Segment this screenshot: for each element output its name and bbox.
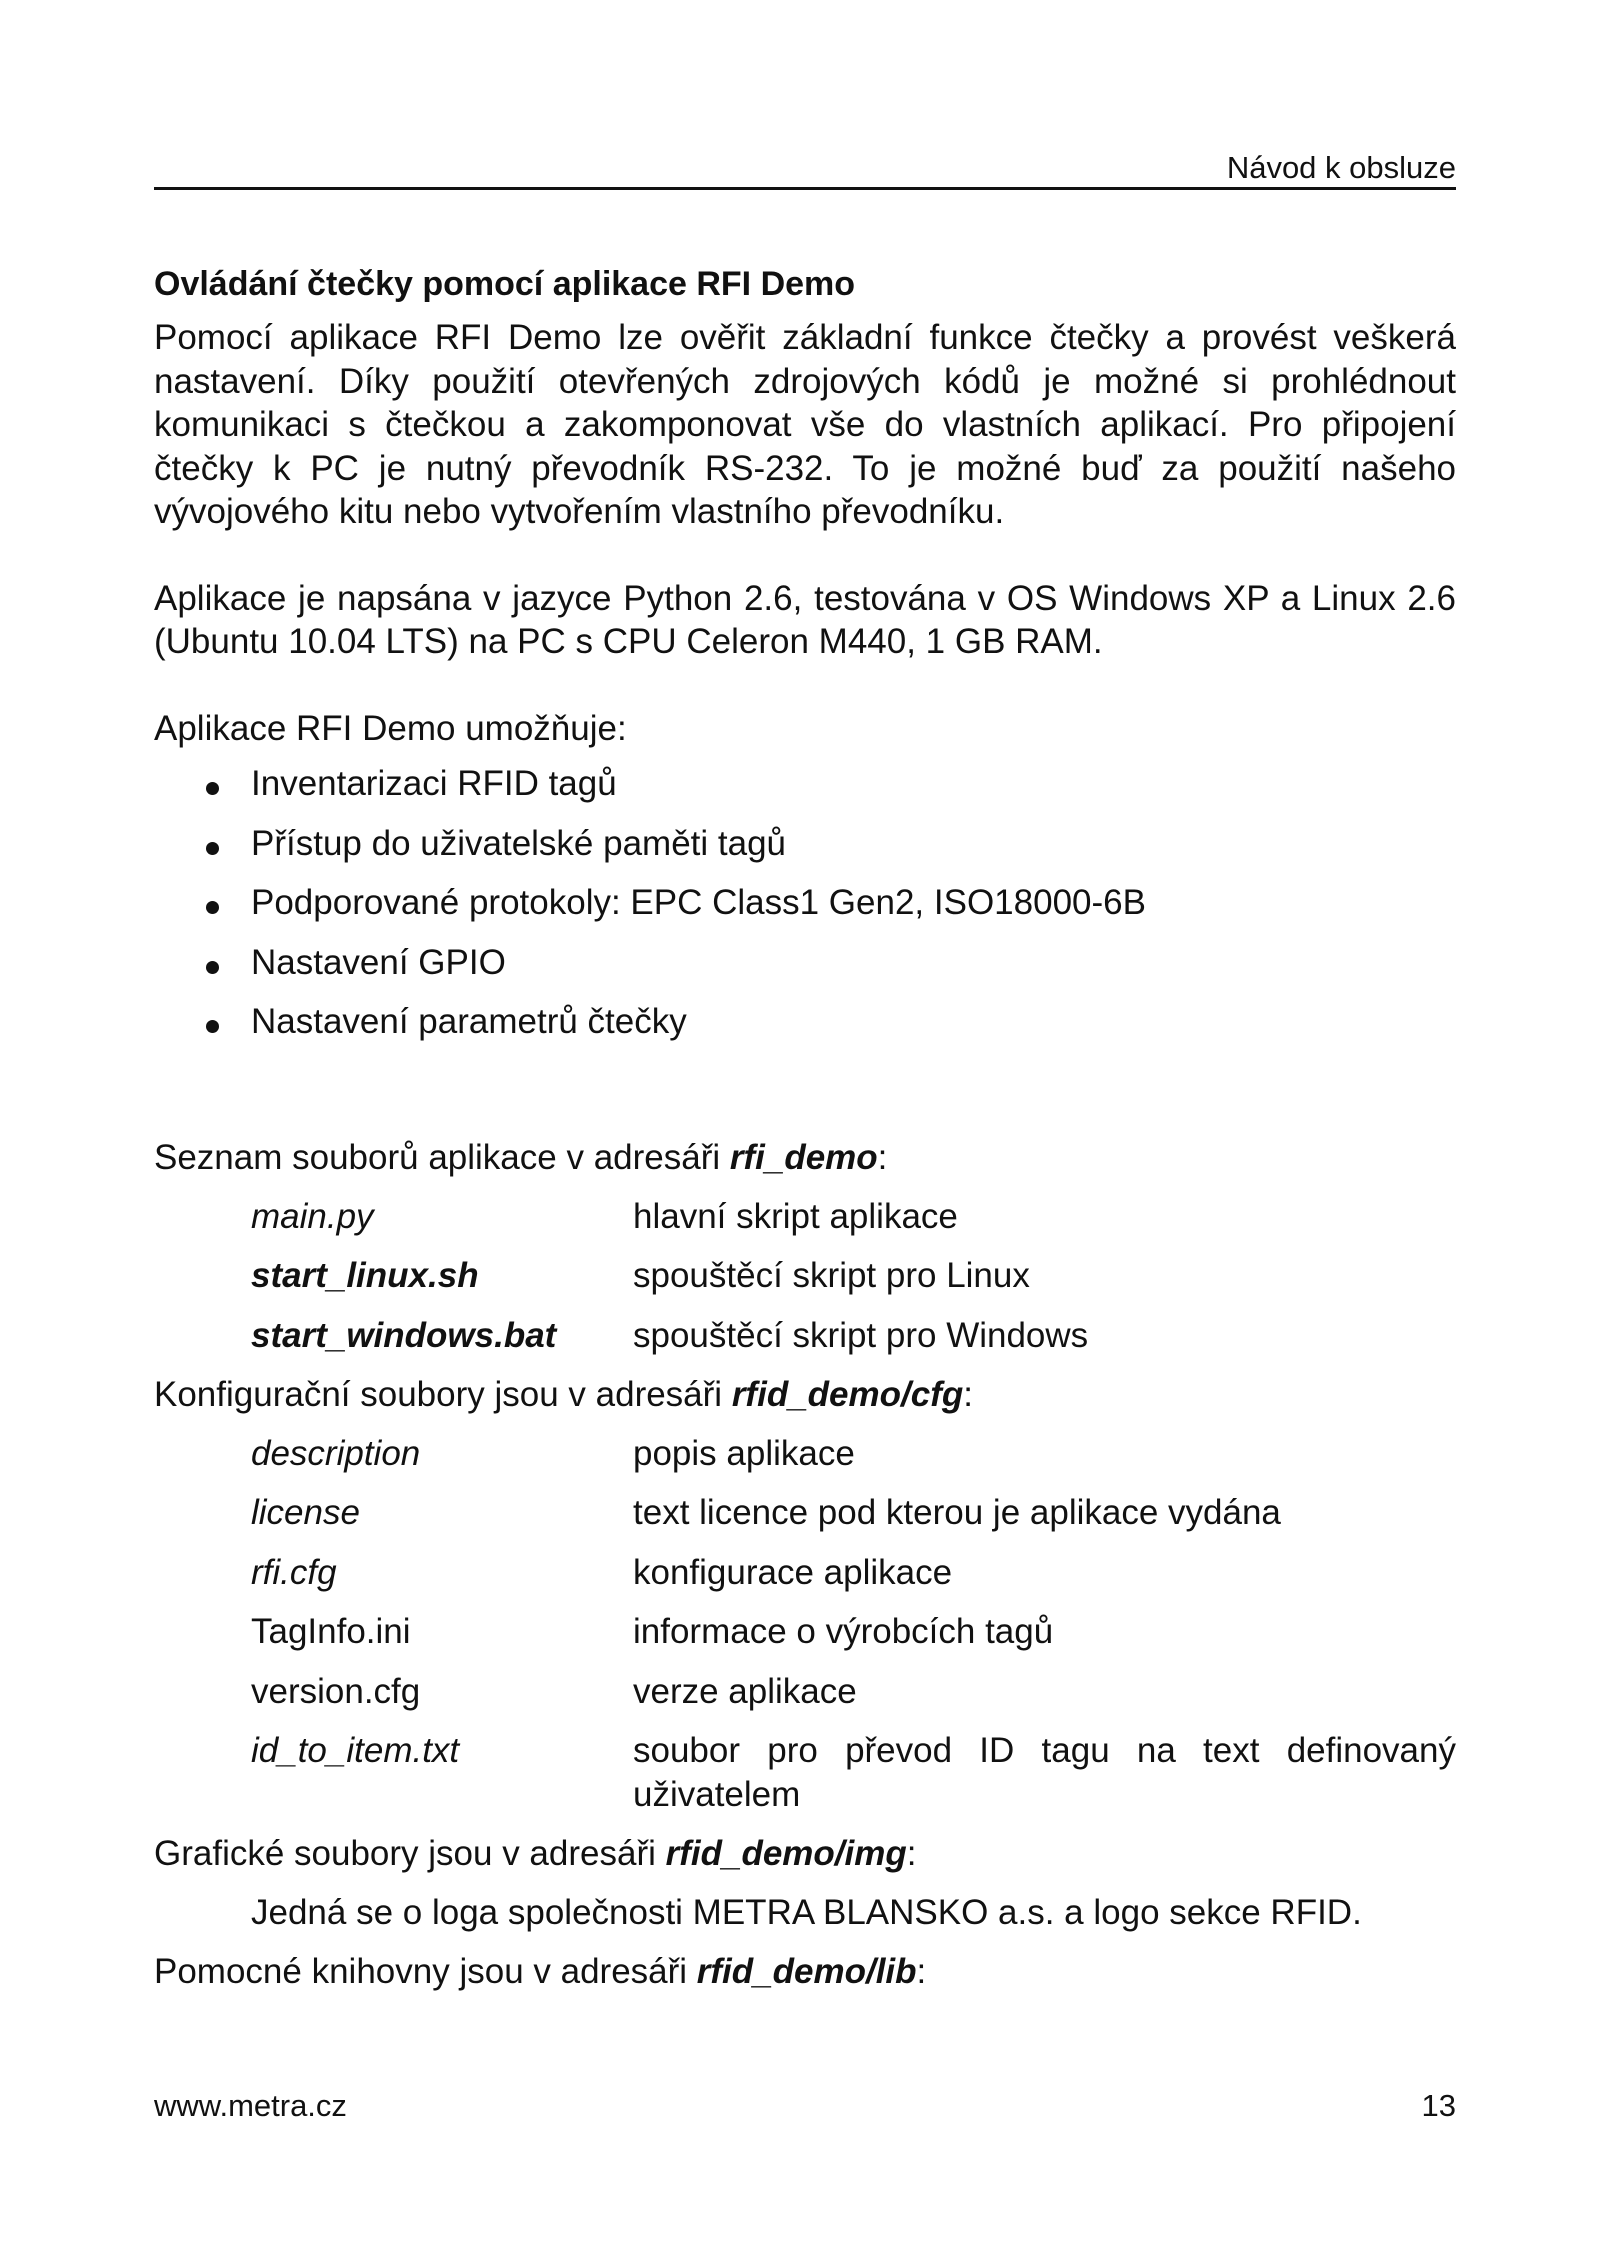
file-description: soubor pro převod ID tagu na text definovaný uživatelem [633,1731,1456,1814]
file-description: informace o výrobcích tagů [633,1612,1054,1651]
directory-name: rfid_demo/lib [696,1952,917,1991]
file-row [251,1491,1456,1535]
cfg-files-heading: Konfigurační soubory jsou v adresáři rfid_demo/cfg: [154,1374,973,1414]
file-row [251,1254,1456,1298]
bullet-icon [206,782,219,795]
lib-files-heading: Pomocné knihovny jsou v adresáři rfid_demo/lib: [154,1952,927,1991]
file-row [251,1729,1456,1817]
app-files-heading: Seznam souborů aplikace v adresáři rfi_demo: [154,1137,888,1177]
file-name: start_windows.bat [251,1315,557,1355]
file-name: version.cfg [251,1671,421,1711]
file-name: license [251,1493,360,1532]
img-files-heading: Grafické soubory jsou v adresáři rfid_demo/img: [154,1834,917,1873]
directory-name: rfid_demo/cfg [731,1374,964,1414]
file-description: hlavní skript aplikace [633,1196,958,1236]
file-name: TagInfo.ini [251,1612,411,1651]
feature-item: Nastavení parametrů čtečky [154,1000,1456,1044]
header-rule [154,187,1456,190]
file-name: description [251,1433,421,1473]
feature-list [154,762,1456,1044]
file-description: spouštěcí skript pro Windows [633,1315,1089,1355]
bullet-icon [206,1020,219,1033]
bullet-icon [206,901,219,914]
file-description: verze aplikace [633,1671,857,1711]
page-number: 13 [1421,2088,1456,2123]
requirements-paragraph: Aplikace je napsána v jazyce Python 2.6, testována v OS Windows XP a Linux 2.6 (Ubuntu 10.04 LTS) na PC s CPU Celeron M440, 1 GB RAM. [154,578,1456,661]
section-title: Ovládání čtečky pomocí aplikace RFI Demo [154,265,856,303]
feature-item: Podporované protokoly: EPC Class1 Gen2, ISO18000-6B [154,881,1456,925]
file-name: rfi.cfg [251,1552,337,1592]
page-content [154,262,1456,2009]
directory-name: rfid_demo/img [665,1834,907,1873]
file-name: main.py [251,1196,374,1236]
file-row [251,1432,1456,1476]
file-name: id_to_item.txt [251,1731,460,1770]
feature-item: Inventarizaci RFID tagů [154,762,1456,806]
file-description: text licence pod kterou je aplikace vydána [633,1493,1281,1532]
file-description: konfigurace aplikace [633,1552,953,1592]
app-file-table [251,1195,1456,1358]
running-header: Návod k obsluze [1226,150,1456,185]
file-description: spouštěcí skript pro Linux [633,1256,1030,1295]
file-row [251,1314,1456,1358]
cfg-file-table [251,1432,1456,1818]
file-row [251,1610,1456,1654]
file-description: popis aplikace [633,1433,855,1473]
bullet-icon [206,842,219,855]
features-intro: Aplikace RFI Demo umožňuje: [154,708,627,748]
file-row [251,1551,1456,1595]
feature-item: Přístup do uživatelské paměti tagů [154,822,1456,866]
file-row [251,1195,1456,1239]
file-row [251,1670,1456,1714]
img-files-note: Jedná se o loga společnosti METRA BLANSKO a.s. a logo sekce RFID. [251,1893,1362,1932]
feature-item: Nastavení GPIO [154,941,1456,985]
bullet-icon [206,961,219,974]
directory-name: rfi_demo [729,1137,878,1177]
file-name: start_linux.sh [251,1256,479,1295]
footer-website: www.metra.cz [154,2088,347,2123]
intro-paragraph: Pomocí aplikace RFI Demo lze ověřit základní funkce čtečky a provést veškerá nastavení. Díky použití otevřených zdrojových kódů je možné si prohlédnout komunikaci s čtečkou a zakomponovat vše do vlastních aplikací. Pro připojení čtečky k PC je nutný převodník RS-232. To je možné buď za použití našeho vývojového kitu nebo vytvořením vlastního převodníku. [154,318,1456,531]
